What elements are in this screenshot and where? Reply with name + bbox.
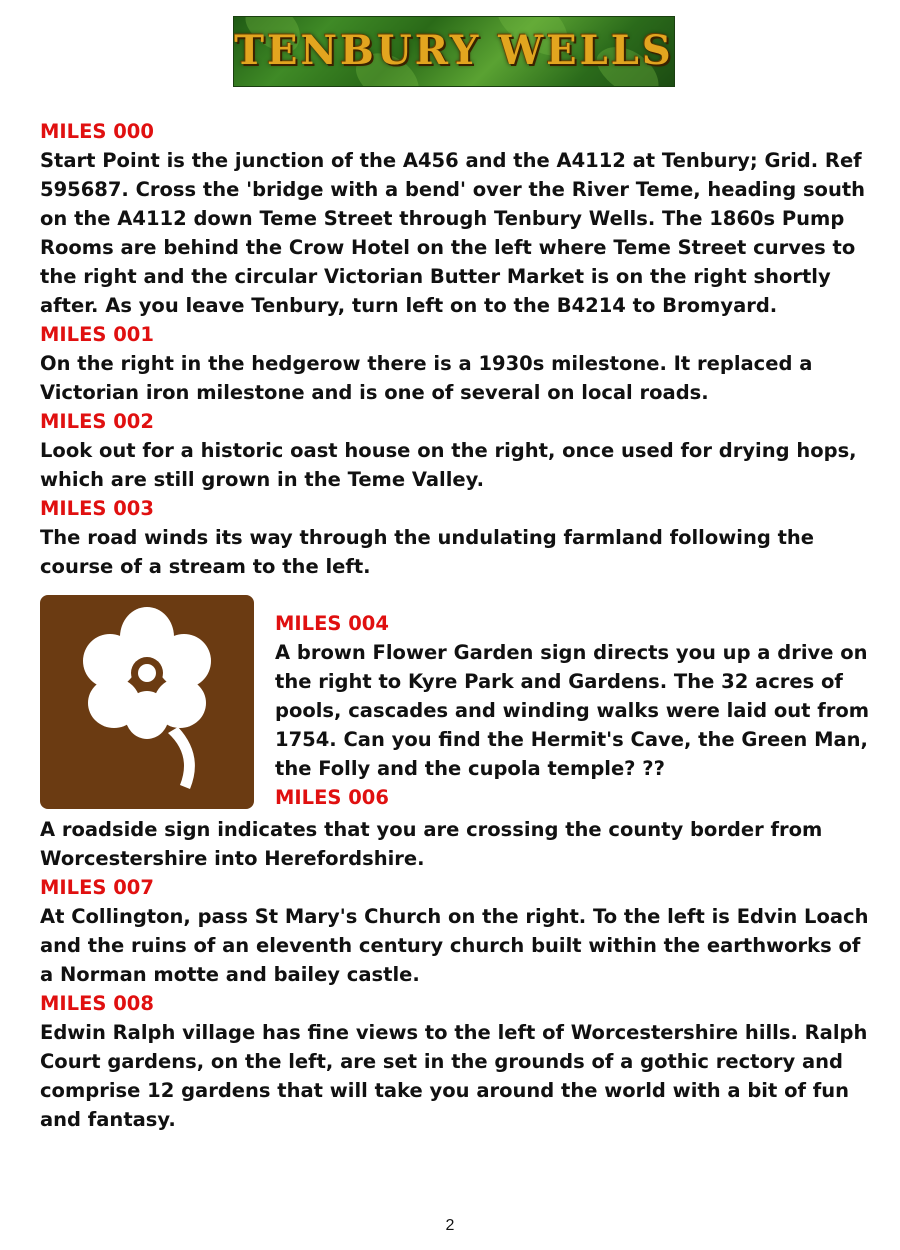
section-heading: MILES 006 [275, 786, 389, 809]
section-text: A brown Flower Garden sign directs you up a drive on the right to Kyre Park and Gardens. The 32 acres of pools, cascades and winding walks were laid out from 1754. Can you find the Hermit's Cave, the Green Man, the Folly and the cupola temple? ?? [275, 641, 870, 780]
banner-title: TENBURY WELLS [234, 27, 674, 74]
section-heading: MILES 002 [40, 410, 154, 433]
section-miles-002 [40, 407, 872, 494]
tenbury-wells-banner [233, 16, 675, 87]
section-text: Look out for a historic oast house on the right, once used for drying hops, which are still grown in the Teme Valley. [40, 439, 857, 491]
section-miles-001 [40, 320, 872, 407]
section-text: A roadside sign indicates that you are crossing the county border from Worcestershire into Herefordshire. [40, 818, 823, 870]
section-text: Edwin Ralph village has fine views to the left of Worcestershire hills. Ralph Court gardens, on the left, are set in the grounds of a gothic rectory and comprise 12 gardens that will take you around the world with a bit of fun and fantasy. [40, 1021, 868, 1131]
section-miles-008 [40, 989, 872, 1134]
section-text: At Collington, pass St Mary's Church on the right. To the left is Edvin Loach and the ruins of an eleventh century church built within the earthworks of a Norman motte and bailey castle. [40, 905, 869, 986]
section-heading: MILES 000 [40, 120, 154, 143]
section-text: Start Point is the junction of the A456 and the A4112 at Tenbury; Grid. Ref 595687. Cross the 'bridge with a bend' over the River Teme, heading south on the A4112 down Teme Street through Tenbury Wells. The 1860s Pump Rooms are behind the Crow Hotel on the left where Teme Street curves to the right and the circular Victorian Butter Market is on the right shortly after. As you leave Tenbury, turn left on to the B4214 to Bromyard. [40, 149, 866, 317]
float-section-text [275, 609, 875, 812]
flower-icon [40, 595, 254, 809]
section-heading: MILES 003 [40, 497, 154, 520]
section-miles-003 [40, 494, 872, 581]
page-number: 2 [445, 1217, 455, 1234]
flower-garden-sign-icon [40, 595, 254, 809]
section-heading: MILES 008 [40, 992, 154, 1015]
section-miles-004 [40, 595, 872, 809]
section-heading: MILES 004 [275, 612, 389, 635]
section-miles-007 [40, 873, 872, 989]
section-miles-000 [40, 117, 872, 320]
section-text: On the right in the hedgerow there is a 1930s milestone. It replaced a Victorian iron milestone and is one of several on local roads. [40, 352, 813, 404]
section-miles-006 [40, 815, 872, 873]
route-description [40, 117, 872, 1134]
section-heading: MILES 007 [40, 876, 154, 899]
section-heading: MILES 001 [40, 323, 154, 346]
section-text: The road winds its way through the undulating farmland following the course of a stream to the left. [40, 526, 815, 578]
